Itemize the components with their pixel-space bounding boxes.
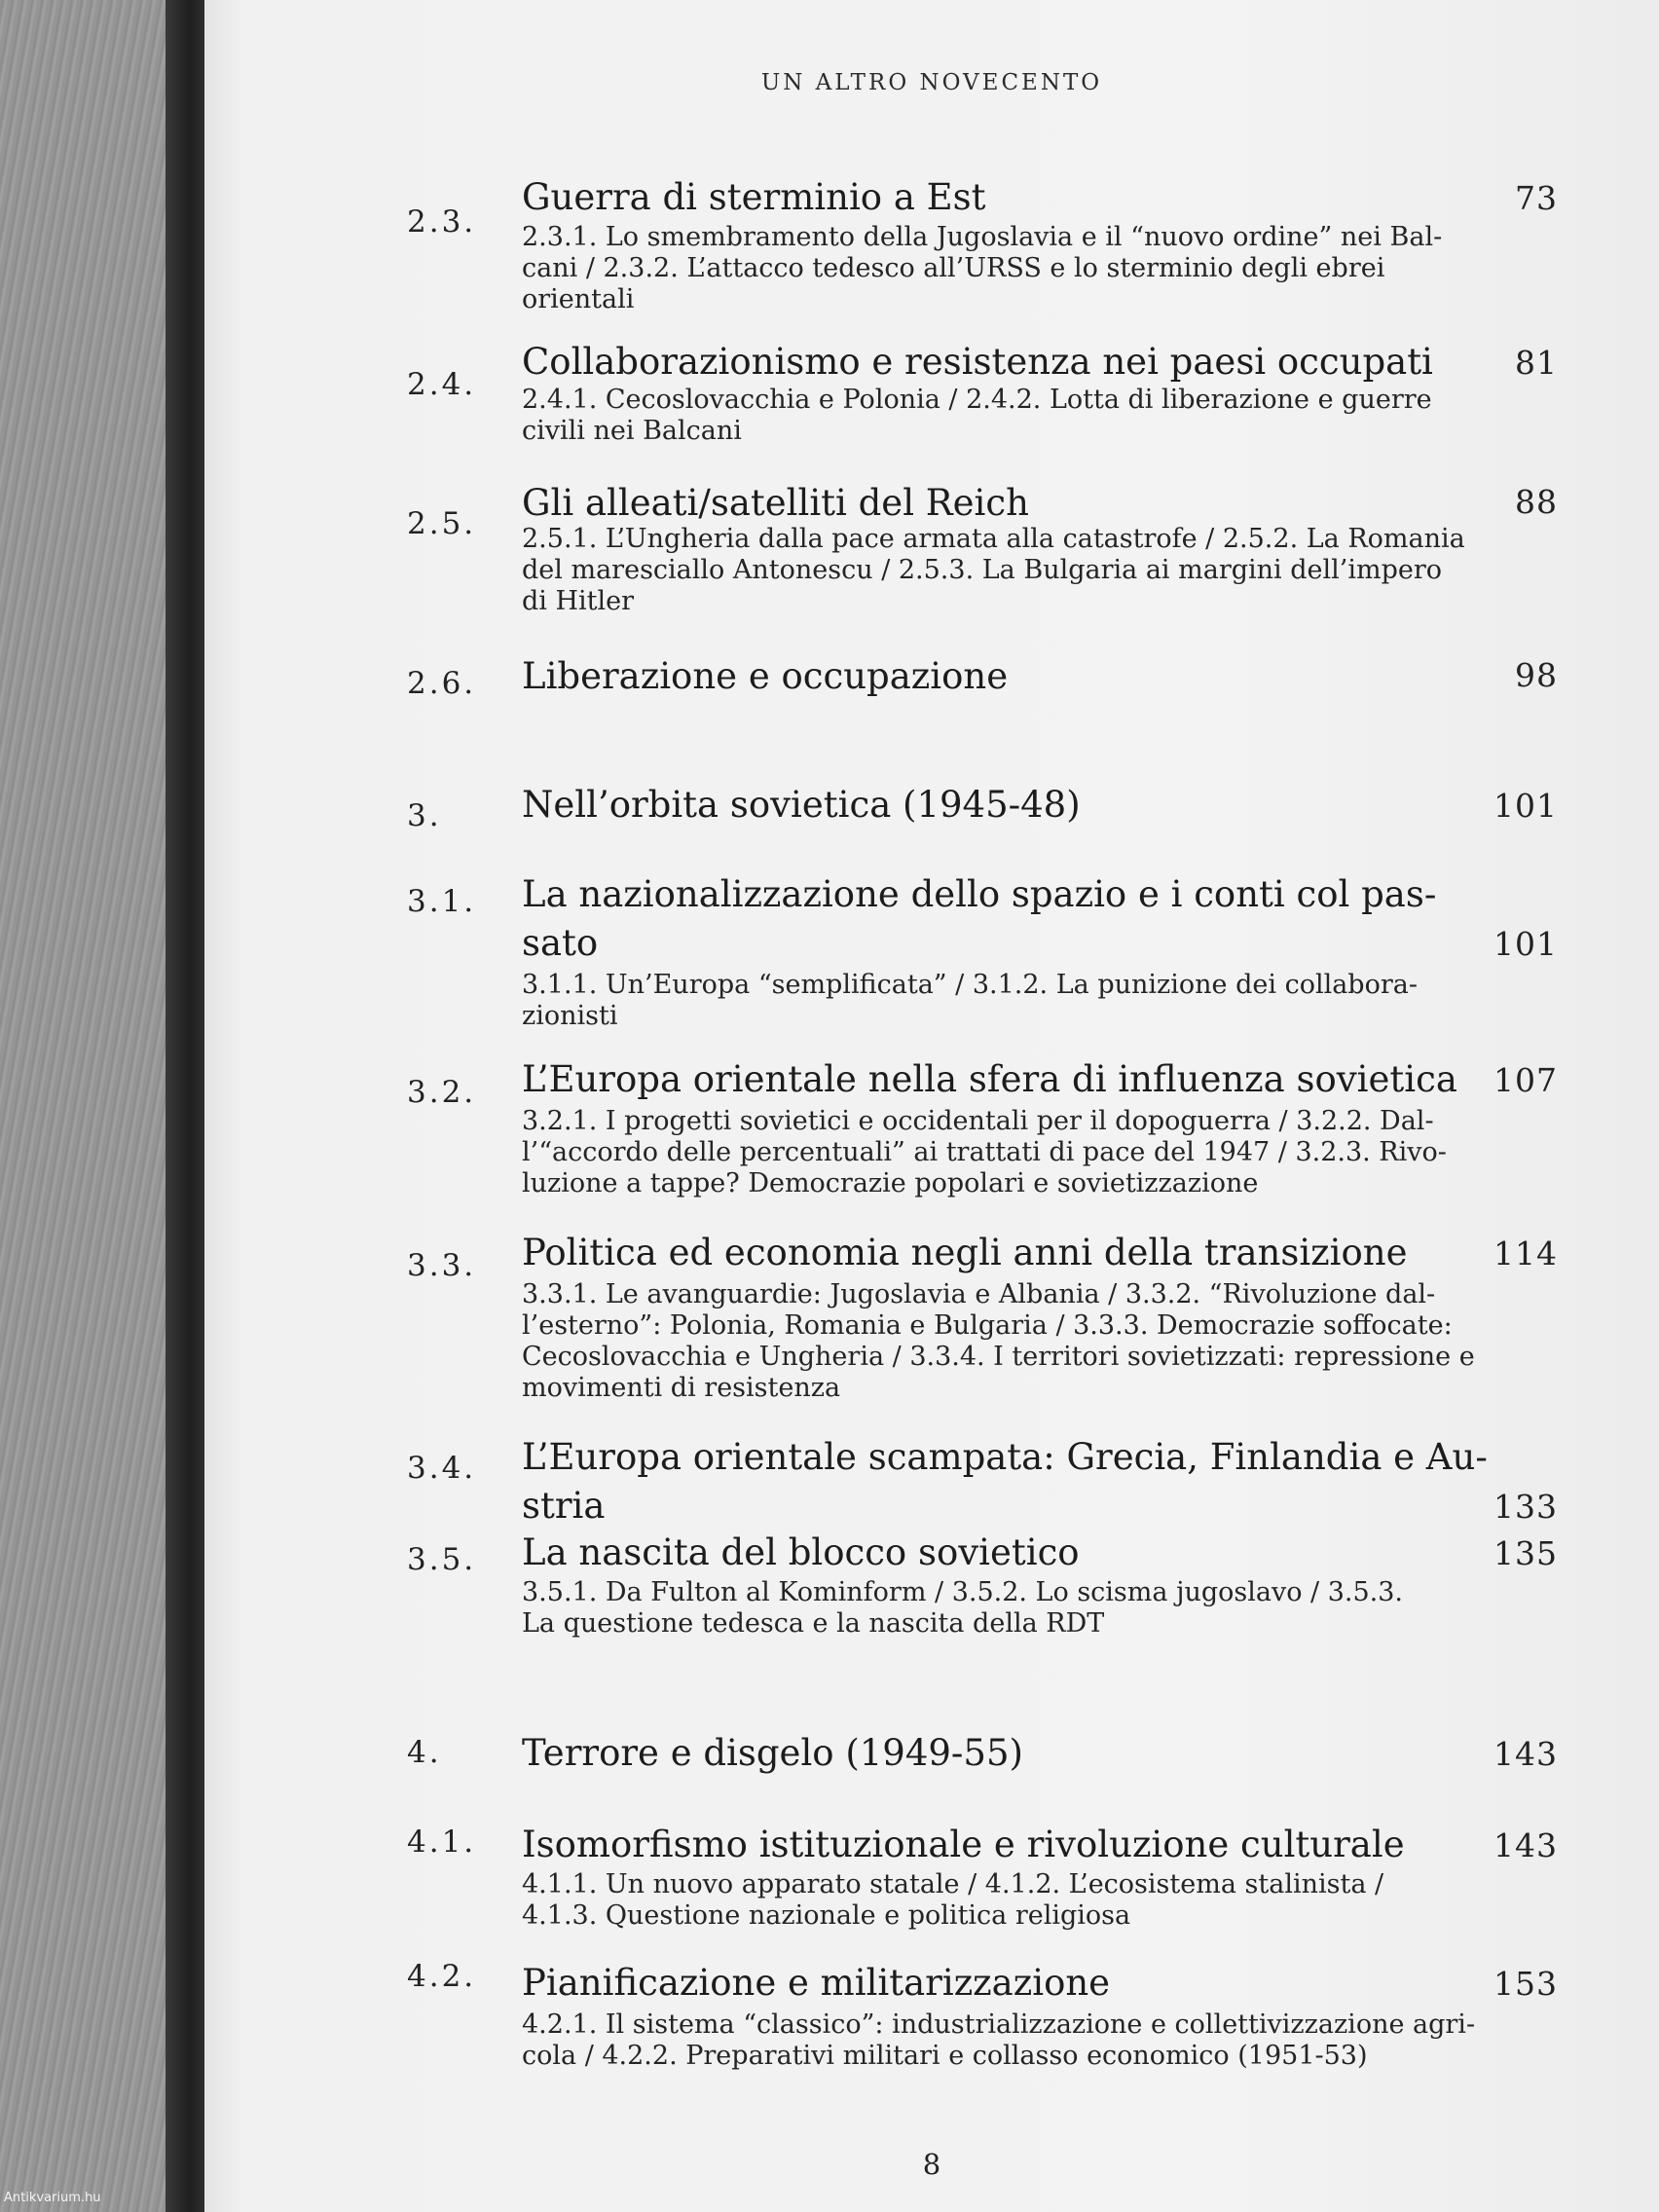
subsection-line: l’“accordo delle percentuali” ai trattati di pace del 1947 / 3.2.3. Rivo-	[522, 1137, 1447, 1167]
watermark-text: Antikvarium.hu	[4, 2191, 101, 2205]
entry-subsections	[522, 1106, 1612, 1199]
entry-number: 2.3.	[407, 204, 477, 240]
subsection-line: 2.4.1. Cecoslovacchia e Polonia / 2.4.2. Lotta di liberazione e guerre	[522, 385, 1432, 415]
subsection-line: 3.1.1. Un’Europa “semplificata” / 3.1.2. La punizione dei collabora-	[522, 970, 1418, 1000]
entry-title: Terrore e disgelo (1949-55)	[522, 1732, 1023, 1774]
subsection-line: La questione tedesca e la nascita della RDT	[522, 1608, 1105, 1639]
subsection-line: cani / 2.3.2. L’attacco tedesco all’URSS e lo sterminio degli ebrei	[522, 253, 1385, 283]
entry-page: 114	[1493, 1235, 1558, 1272]
subsection-line: 2.5.1. L’Ungheria dalla pace armata alla catastrofe / 2.5.2. La Romania	[522, 524, 1465, 554]
entry-page: 101	[1493, 925, 1558, 963]
entry-page: 101	[1493, 787, 1558, 825]
subsection-line: 3.5.1. Da Fulton al Kominform / 3.5.2. Lo scisma jugoslavo / 3.5.3.	[522, 1577, 1404, 1607]
entry-title-continuation: stria	[522, 1485, 606, 1527]
entry-title: L’Europa orientale nella sfera di influenza sovietica	[522, 1058, 1457, 1100]
entry-title: Nell’orbita sovietica (1945-48)	[522, 784, 1081, 826]
entry-number: 3.3.	[407, 1248, 477, 1283]
subsection-line: 4.2.1. Il sistema “classico”: industrializzazione e collettivizzazione agri-	[522, 2009, 1476, 2040]
entry-number: 4.	[407, 1735, 442, 1770]
entry-title: La nascita del blocco sovietico	[522, 1531, 1080, 1573]
entry-subsections	[522, 970, 1612, 1032]
entry-page: 81	[1515, 344, 1558, 382]
subsection-line: civili nei Balcani	[522, 416, 742, 446]
subsection-line: luzione a tappe? Democrazie popolari e sovietizzazione	[522, 1168, 1259, 1198]
entry-page: 135	[1493, 1534, 1558, 1572]
entry-page: 88	[1515, 483, 1558, 521]
subsection-line: 3.3.1. Le avanguardie: Jugoslavia e Albania / 3.3.2. “Rivoluzione dal-	[522, 1279, 1436, 1309]
entry-subsections	[522, 1869, 1612, 1932]
entry-number: 3.1.	[407, 884, 477, 919]
entry-title: Guerra di sterminio a Est	[522, 176, 986, 218]
entry-title: L’Europa orientale scampata: Grecia, Finlandia e Au-	[522, 1436, 1488, 1478]
subsection-line: orientali	[522, 284, 635, 314]
entry-subsections	[522, 1279, 1612, 1404]
entry-subsections	[522, 524, 1612, 617]
entry-number: 4.1.	[407, 1825, 477, 1860]
page-number: 8	[922, 2148, 941, 2181]
entry-number: 4.2.	[407, 1959, 477, 1994]
subsection-line: l’esterno”: Polonia, Romania e Bulgaria / 3.3.3. Democrazie soffocate:	[522, 1310, 1453, 1341]
entry-page: 107	[1493, 1061, 1558, 1099]
subsection-line: Cecoslovacchia e Ungheria / 3.3.4. I territori sovietizzati: repressione e	[522, 1342, 1475, 1372]
entry-title: Gli alleati/satelliti del Reich	[522, 482, 1029, 524]
entry-number: 3.2.	[407, 1075, 477, 1110]
entry-page: 98	[1515, 656, 1558, 694]
entry-page: 143	[1493, 1826, 1558, 1864]
subsection-line: 2.3.1. Lo smembramento della Jugoslavia e il “nuovo ordine” nei Bal-	[522, 222, 1443, 252]
entry-subsections	[522, 385, 1612, 447]
entry-subsections	[522, 2009, 1612, 2072]
entry-title: Liberazione e occupazione	[522, 655, 1009, 697]
entry-page: 133	[1493, 1488, 1558, 1526]
entry-page: 153	[1493, 1965, 1558, 2003]
entry-title: La nazionalizzazione dello spazio e i conti col pas-	[522, 873, 1437, 915]
subsection-line: 3.2.1. I progetti sovietici e occidentali per il dopoguerra / 3.2.2. Dal-	[522, 1106, 1434, 1136]
book-page	[204, 0, 1659, 2212]
entry-number: 3.4.	[407, 1451, 477, 1486]
entry-number: 3.	[407, 798, 442, 833]
entry-subsections	[522, 1577, 1612, 1640]
entry-number: 2.4.	[407, 367, 477, 402]
entry-number: 2.6.	[407, 666, 477, 701]
subsection-line: 4.1.1. Un nuovo apparato statale / 4.1.2. L’ecosistema stalinista /	[522, 1869, 1384, 1899]
entry-number: 2.5.	[407, 506, 477, 541]
entry-number: 3.5.	[407, 1542, 477, 1577]
entry-page: 73	[1515, 179, 1558, 217]
entry-page: 143	[1493, 1735, 1558, 1773]
entry-title: Politica ed economia negli anni della transizione	[522, 1232, 1408, 1273]
subsection-line: di Hitler	[522, 586, 635, 616]
entry-title: Collaborazionismo e resistenza nei paesi occupati	[522, 341, 1433, 383]
entry-title: Isomorfismo istituzionale e rivoluzione culturale	[522, 1824, 1405, 1865]
subsection-line: zionisti	[522, 1001, 618, 1031]
subsection-line: movimenti di resistenza	[522, 1373, 841, 1403]
entry-subsections	[522, 222, 1612, 315]
subsection-line: cola / 4.2.2. Preparativi militari e collasso economico (1951-53)	[522, 2041, 1368, 2071]
entry-title: Pianificazione e militarizzazione	[522, 1962, 1111, 2004]
background-surface	[0, 0, 167, 2212]
subsection-line: del maresciallo Antonescu / 2.5.3. La Bulgaria ai margini dell’impero	[522, 555, 1443, 585]
subsection-line: 4.1.3. Questione nazionale e politica religiosa	[522, 1900, 1131, 1931]
book-spine	[166, 0, 204, 2212]
entry-title-continuation: sato	[522, 922, 599, 964]
running-header: UN ALTRO NOVECENTO	[760, 70, 1103, 95]
